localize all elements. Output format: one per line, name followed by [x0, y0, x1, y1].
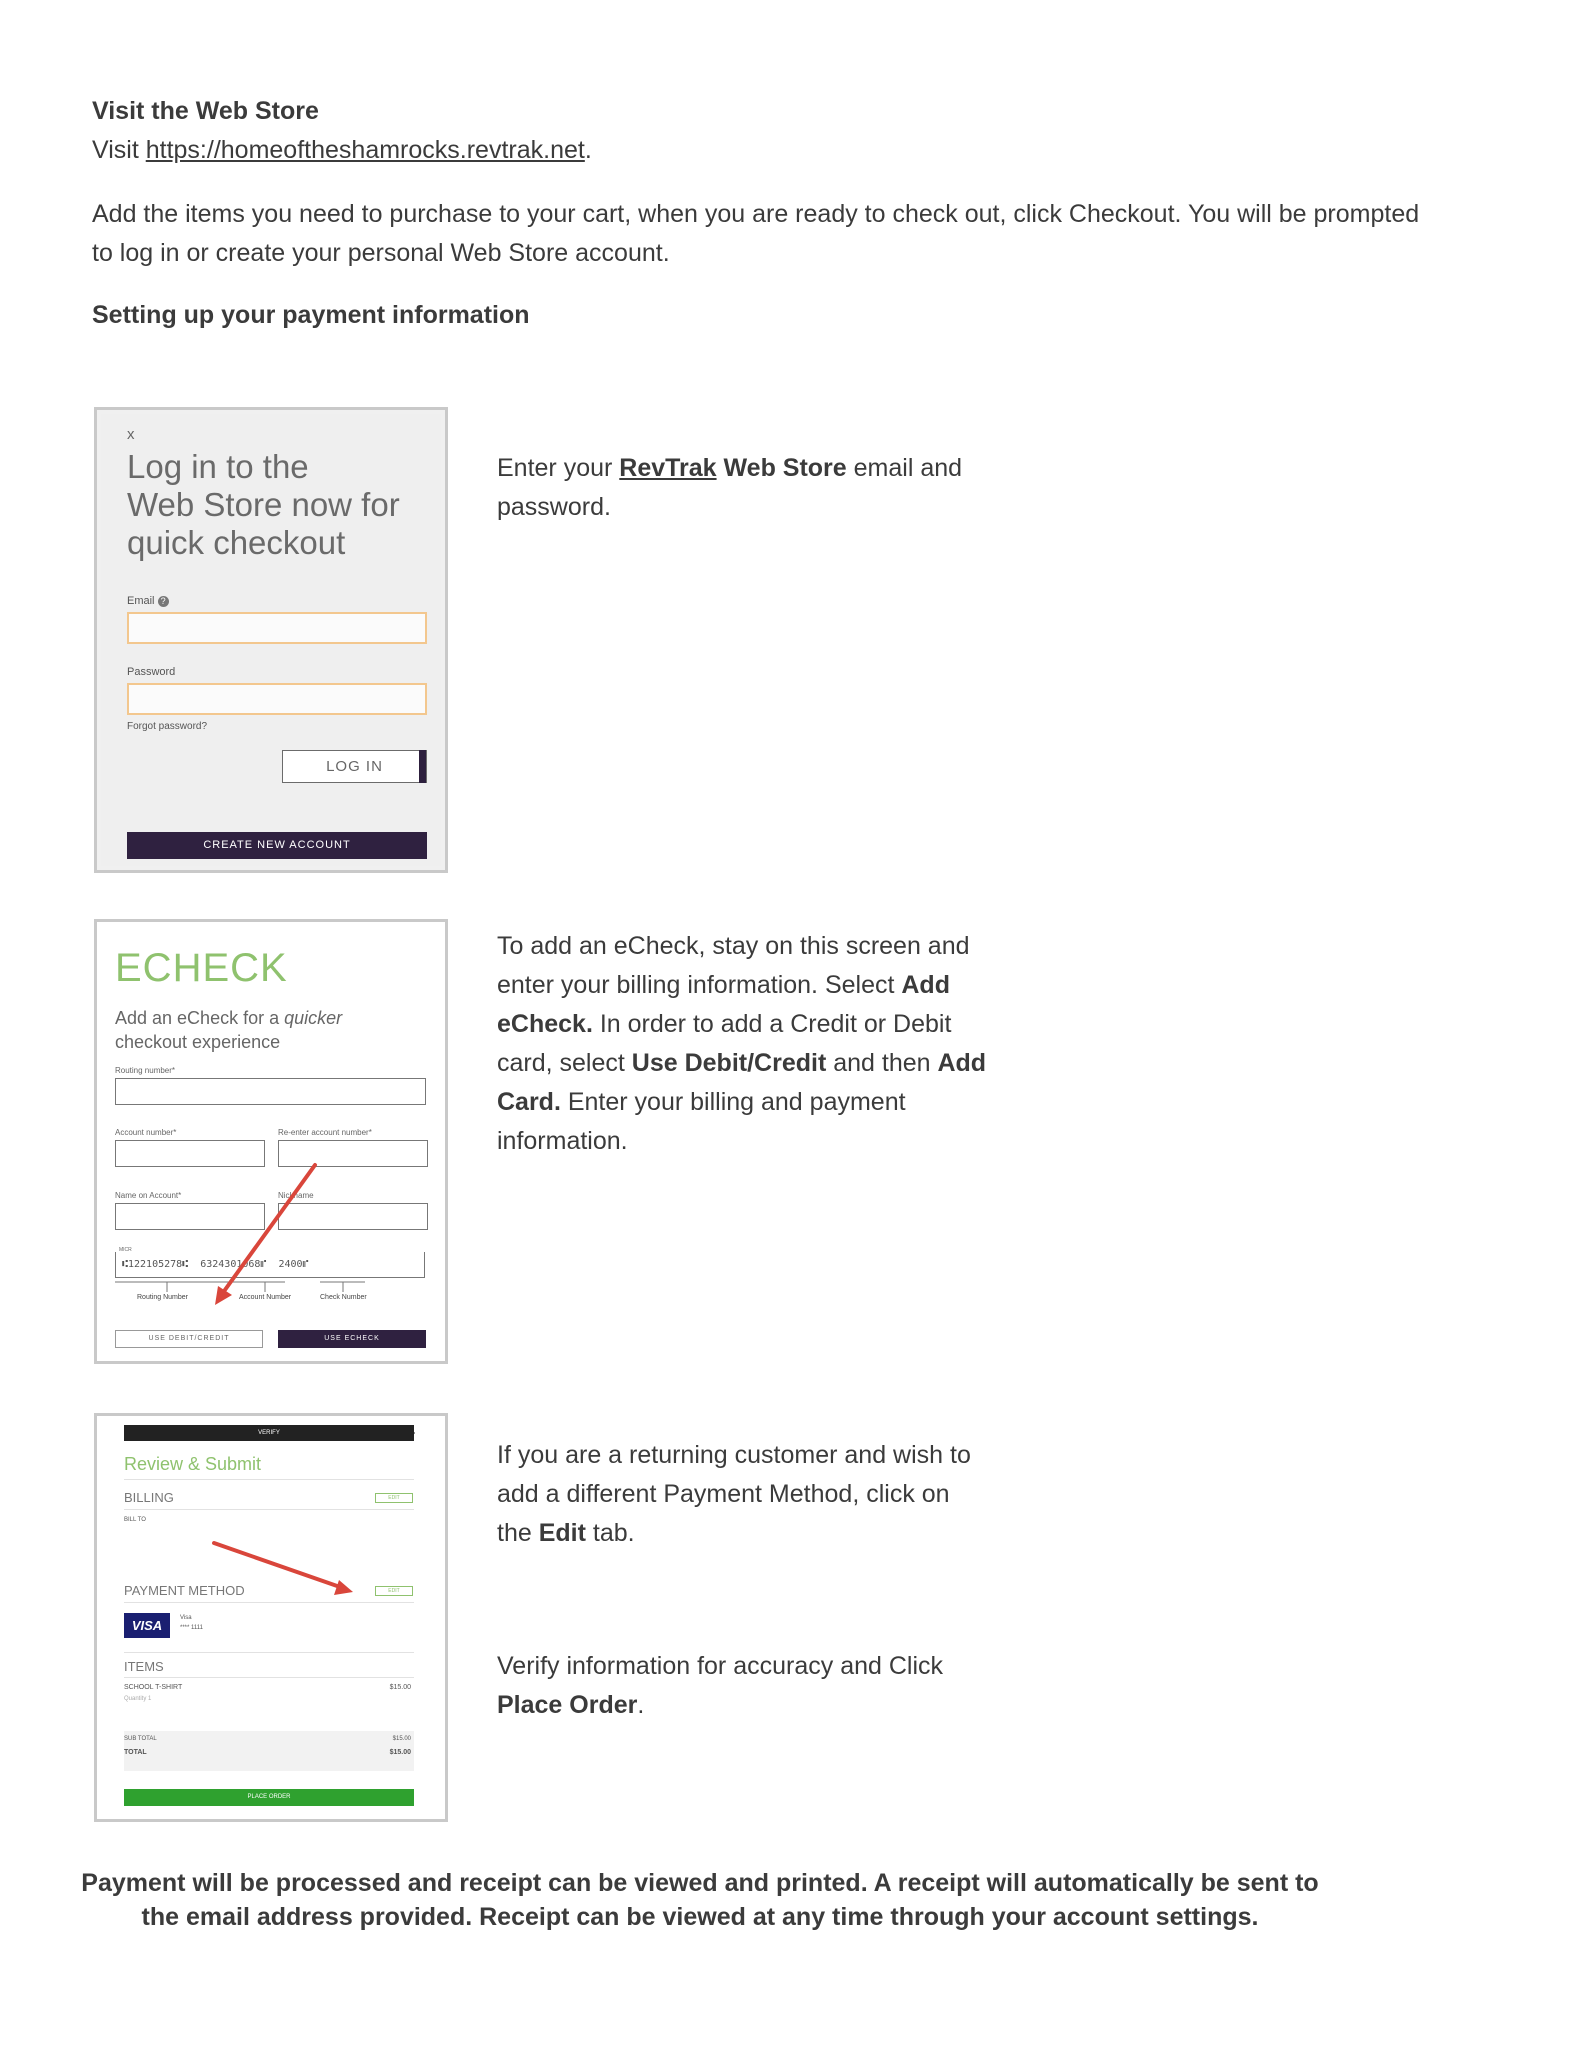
login-button[interactable] [282, 750, 427, 783]
step2-l3b: In order to add a Credit or Debit [592, 1010, 952, 1038]
name-label: Name on Account* [115, 1191, 182, 1200]
step2-l5a: Card. [497, 1088, 561, 1116]
step4-l2a: Place Order [497, 1691, 638, 1719]
login-title-line-2: Web Store now for [127, 486, 400, 523]
intro-paragraph [92, 195, 1512, 273]
step2-text [497, 927, 986, 1161]
total-value: $15.00 [389, 1749, 411, 1756]
visit-suffix: . [584, 136, 592, 164]
total-label: TOTAL [124, 1749, 147, 1756]
webstore-link[interactable]: https://homeoftheshamrocks.revtrak.net [145, 136, 585, 164]
step2-l4c: and then [826, 1049, 938, 1077]
visit-line [92, 131, 592, 170]
routing-label: Routing number* [115, 1066, 176, 1075]
email-input[interactable] [127, 612, 427, 644]
revtrak-text: RevTrak [619, 454, 717, 482]
visit-heading: Visit the Web Store [92, 97, 319, 125]
visa-digits: **** 1111 [180, 1625, 204, 1631]
echeck-sub-2: checkout experience [115, 1032, 281, 1052]
bill-to-label: BILL TO [124, 1517, 146, 1523]
button-accent [419, 750, 426, 783]
echeck-sub-1a: Add an eCheck for a [115, 1008, 285, 1028]
create-account-button[interactable]: CREATE NEW ACCOUNT [127, 832, 427, 859]
billing-heading: BILLING [124, 1490, 174, 1505]
intro-line-2: to log in or create your personal Web Store account. [92, 239, 670, 267]
items-heading: ITEMS [124, 1659, 164, 1674]
micr-line: ⑆122105278⑆ 6324301068⑈ 2400⑈ [115, 1252, 425, 1278]
login-title-line-1: Log in to the [127, 448, 309, 485]
caption-account: Account Number [239, 1294, 292, 1301]
email-label-text: Email [127, 595, 155, 607]
subtotal-value: $15.00 [392, 1736, 411, 1742]
email-label [127, 595, 169, 607]
subtotal-label: SUB TOTAL [124, 1736, 157, 1742]
step2-l3a: eCheck. [497, 1010, 593, 1038]
step3-l3b: Edit [538, 1519, 586, 1547]
place-order-button[interactable]: PLACE ORDER [124, 1789, 414, 1806]
verify-banner: VERIFY [124, 1425, 414, 1441]
item-name: SCHOOL T-SHIRT [124, 1684, 183, 1691]
reenter-label: Re-enter account number* [278, 1128, 372, 1137]
forgot-password-link[interactable]: Forgot password? [127, 721, 208, 732]
step1-t2: email and [846, 454, 963, 482]
caption-check: Check Number [320, 1294, 367, 1301]
step2-l4d: Add [937, 1049, 987, 1077]
echeck-screenshot [94, 919, 448, 1364]
step3-l3c: tab. [585, 1519, 635, 1547]
use-debit-credit-button[interactable]: USE DEBIT/CREDIT [115, 1330, 263, 1348]
step4-l1: Verify information for accuracy and Click [497, 1652, 944, 1680]
step1-t3: password. [497, 493, 611, 521]
red-arrow-icon [97, 922, 448, 1364]
payment-edit-button[interactable]: EDIT [375, 1586, 413, 1596]
echeck-title: ECHECK [115, 946, 288, 990]
webstore-text: Web Store [716, 454, 847, 482]
micr-prefix: MICR [119, 1247, 132, 1253]
step4-l2b: . [637, 1691, 645, 1719]
step2-l2b: Add [901, 971, 950, 999]
visit-prefix: Visit [92, 136, 139, 164]
info-icon: ? [158, 596, 169, 607]
visa-name: Visa [180, 1615, 192, 1621]
login-button-label: LOG IN [326, 758, 383, 775]
step2-l4b: Use Debit/Credit [631, 1049, 827, 1077]
echeck-sub-1b: quicker [284, 1008, 343, 1028]
step2-l4a: card, select [497, 1049, 632, 1077]
use-echeck-button[interactable]: USE ECHECK [278, 1330, 426, 1348]
visa-card-icon: VISA [124, 1613, 170, 1638]
item-qty: Quantity 1 [124, 1696, 152, 1702]
login-title [127, 448, 427, 562]
step2-l5b: Enter your billing and payment [560, 1088, 906, 1116]
step3-l3a: the [497, 1519, 539, 1547]
review-screenshot [94, 1413, 448, 1822]
caption-routing: Routing Number [137, 1294, 188, 1301]
step3-text [497, 1436, 971, 1553]
nickname-label: Nickname [278, 1191, 314, 1200]
step3-l2: add a different Payment Method, click on [497, 1480, 950, 1508]
step1-t1: Enter your [497, 454, 620, 482]
red-arrow-icon [97, 1416, 448, 1822]
footer-line-1: Payment will be processed and receipt can be viewed and printed. A receipt will automatically be sent to [81, 1869, 1319, 1897]
step2-l6: information. [497, 1127, 628, 1155]
review-title: Review & Submit [124, 1454, 262, 1474]
login-title-line-3: quick checkout [127, 524, 346, 561]
step1-text [497, 449, 962, 527]
item-price: $15.00 [389, 1684, 411, 1691]
password-input[interactable] [127, 683, 427, 715]
step3-l1: If you are a returning customer and wish to [497, 1441, 971, 1469]
password-label: Password [127, 666, 176, 678]
intro-line-1: Add the items you need to purchase to your cart, when you are ready to check out, click Checkout. You will be prompted [92, 200, 1420, 228]
payment-method-heading: PAYMENT METHOD [124, 1583, 245, 1598]
billing-edit-button[interactable]: EDIT [375, 1493, 413, 1503]
footer-line-2: the email address provided. Receipt can be viewed at any time through your account settings. [141, 1903, 1259, 1931]
close-icon[interactable]: x [127, 426, 135, 443]
login-screenshot [94, 407, 448, 873]
account-label: Account number* [115, 1128, 177, 1137]
setup-heading: Setting up your payment information [92, 301, 530, 329]
step2-l1: To add an eCheck, stay on this screen and [497, 932, 970, 960]
step2-l2a: enter your billing information. Select [497, 971, 902, 999]
step4-text [497, 1647, 943, 1725]
